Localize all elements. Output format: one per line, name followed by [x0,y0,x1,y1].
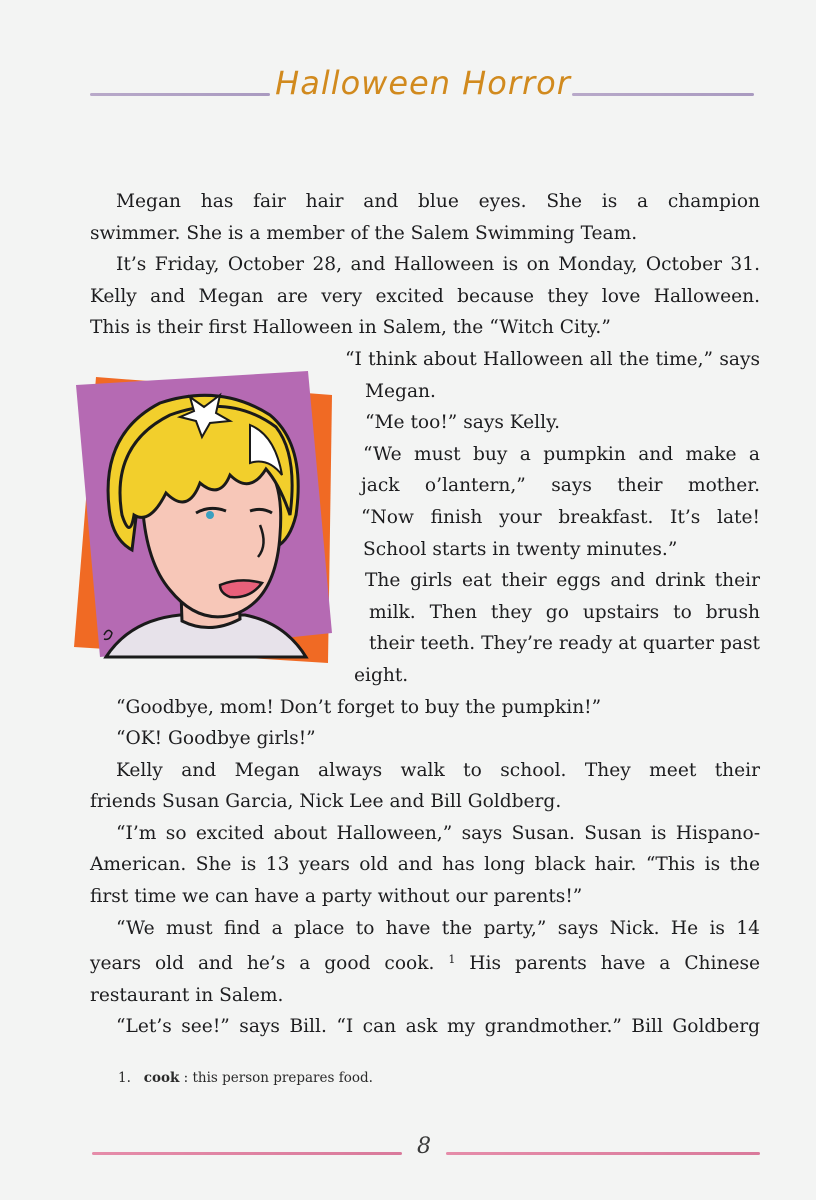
footnote-number: 1. [118,1070,131,1086]
paragraph-line: restaurant in Salem. [90,984,284,1006]
paragraph-line: “Me too!” says Kelly. [365,412,561,434]
footer-rule-right [446,1152,760,1155]
paragraph-line: jack o’lantern,” says their mother. [361,475,760,497]
paragraph-line: “I’m so excited about Halloween,” says Susan. Susan is Hispano- [116,822,760,844]
header-rule-right [572,93,754,96]
paragraph-line: This is their first Halloween in Salem, the “Witch City.” [90,317,611,339]
paragraph-line: Kelly and Megan always walk to school. They meet their [116,759,760,781]
footnote-term: cook [143,1070,180,1086]
paragraph-line: Megan. [365,380,436,402]
paragraph-line: Kelly and Megan are very excited because they love Halloween. [90,285,760,307]
line-text: years old and he’s a good cook. [90,953,435,975]
paragraph-line: their teeth. They’re ready at quarter past [369,633,760,655]
paragraph-line: American. She is 13 years old and has long black hair. “This is the [90,854,760,876]
paragraph-line: milk. Then they go upstairs to brush [369,601,760,623]
paragraph-line: eight. [354,664,409,686]
header-rule-left [90,93,270,96]
paragraph-line: Megan has fair hair and blue eyes. She is a champion [116,191,760,212]
story-text [90,186,760,1043]
paragraph-line: “Now finish your breakfast. It’s late! [361,506,760,528]
line-text: His parents have a Chinese [455,953,760,975]
footnote-marker: 1 [448,953,456,967]
footer-rule-left [92,1152,402,1155]
footnote [118,1070,373,1086]
paragraph-line: “We must buy a pumpkin and make a [363,443,760,465]
text-wrapped-beside-portrait [90,344,760,692]
paragraph-line [90,944,760,980]
footnote-definition: : this person prepares food. [179,1070,373,1086]
paragraph-line: first time we can have a party without our parents!” [90,886,583,908]
paragraph-line: “Let’s see!” says Bill. “I can ask my grandmother.” Bill Goldberg [116,1016,760,1038]
page-number: 8 [417,1134,431,1159]
paragraph-line: “We must find a place to have the party,” says Nick. He is 14 [116,917,760,939]
paragraph-line: “I think about Halloween all the time,” says [345,348,760,370]
paragraph-line: friends Susan Garcia, Nick Lee and Bill Goldberg. [90,791,562,813]
paragraph-line: The girls eat their eggs and drink their [365,570,760,592]
running-title: Halloween Horror [275,64,571,102]
paragraph-line: It’s Friday, October 28, and Halloween is on Monday, October 31. [116,254,760,276]
paragraph-line: swimmer. She is a member of the Salem Swimming Team. [90,222,638,244]
paragraph-line: “OK! Goodbye girls!” [116,728,316,750]
paragraph-line: School starts in twenty minutes.” [363,538,678,560]
paragraph-line: “Goodbye, mom! Don’t forget to buy the pumpkin!” [116,696,602,718]
